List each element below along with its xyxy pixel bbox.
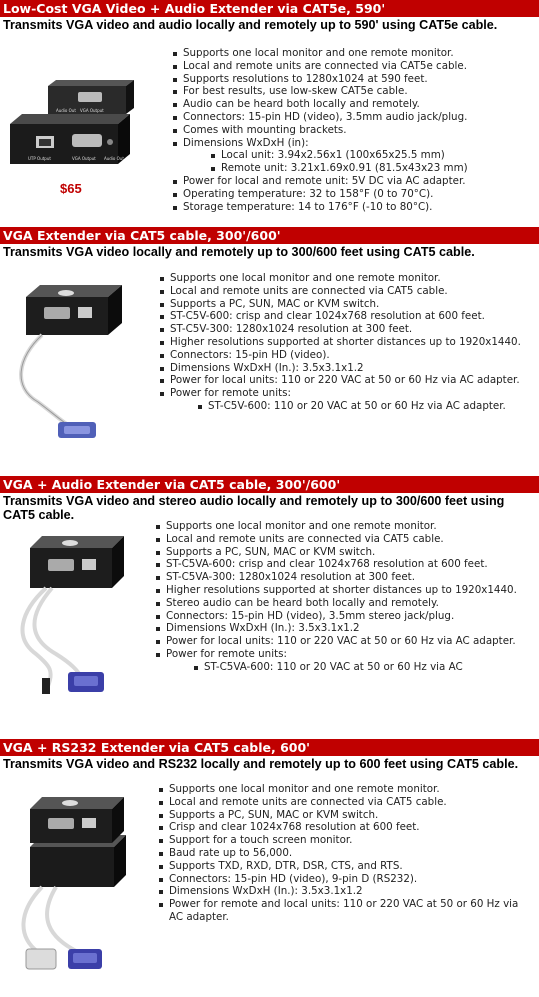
spec-item: Connectors: 15-pin HD (video), 3.5mm audio jack/plug. bbox=[173, 111, 533, 124]
spec-item: Connectors: 15-pin HD (video). bbox=[160, 349, 532, 362]
spec-item: Power for local units: 110 or 220 VAC at 50 or 60 Hz via AC adapter. bbox=[156, 635, 532, 648]
product-title: VGA + Audio Extender via CAT5 cable, 300'/600' bbox=[0, 476, 539, 493]
product-subtitle: Transmits VGA video and RS232 locally and remotely up to 600 feet using CAT5 cable. bbox=[3, 757, 519, 771]
spec-item: Supports one local monitor and one remote monitor. bbox=[173, 47, 533, 60]
spec-item: Power for local units: 110 or 220 VAC at 50 or 60 Hz via AC adapter. bbox=[160, 374, 532, 387]
product-image[interactable] bbox=[8, 526, 136, 696]
spec-item: Supports a PC, SUN, MAC or KVM switch. bbox=[160, 298, 532, 311]
spec-item: Comes with mounting brackets. bbox=[173, 124, 533, 137]
spec-item: Supports TXD, RXD, DTR, DSR, CTS, and RTS. bbox=[159, 860, 533, 873]
spec-item: Local and remote units are connected via CAT5e cable. bbox=[173, 60, 533, 73]
spec-item: Storage temperature: 14 to 176°F (-10 to 80°C). bbox=[173, 201, 533, 214]
product-image[interactable] bbox=[8, 277, 136, 445]
spec-item: Operating temperature: 32 to 158°F (0 to 70°C). bbox=[173, 188, 533, 201]
product-subtitle: Transmits VGA video and audio locally and remotely up to 590' using CAT5e cable. bbox=[3, 18, 498, 32]
spec-list bbox=[173, 47, 533, 213]
spec-item: Dimensions WxDxH (In.): 3.5x3.1x1.2 bbox=[160, 362, 532, 375]
section-fade bbox=[0, 441, 539, 455]
spec-item: Baud rate up to 56,000. bbox=[159, 847, 533, 860]
image-label: VGA Output bbox=[72, 156, 96, 161]
spec-item: Power for remote units: bbox=[156, 648, 532, 661]
image-label: VGA Output bbox=[80, 108, 104, 113]
spec-item: Dimensions WxDxH (in): bbox=[173, 137, 533, 150]
product-section-4 bbox=[0, 739, 539, 923]
spec-item: Supports one local monitor and one remote monitor. bbox=[160, 272, 532, 285]
spec-item: For best results, use low-skew CAT5e cable. bbox=[173, 85, 533, 98]
product-section-1 bbox=[0, 0, 539, 213]
product-subtitle: Transmits VGA video and stereo audio locally and remotely up to 300/600 feet using CAT5 cable. bbox=[3, 494, 505, 522]
product-title: Low-Cost VGA Video + Audio Extender via CAT5e, 590' bbox=[0, 0, 539, 17]
product-subtitle: Transmits VGA video locally and remotely up to 300/600 feet using CAT5 cable. bbox=[3, 245, 475, 259]
spec-list bbox=[160, 272, 532, 413]
image-label: Audio Out bbox=[104, 156, 124, 161]
spec-item: Dimensions WxDxH (In.): 3.5x3.1x1.2 bbox=[156, 622, 532, 635]
spec-item: Supports a PC, SUN, MAC or KVM switch. bbox=[159, 809, 533, 822]
spec-subitem: Remote unit: 3.21x1.69x0.91 (81.5x43x23 mm) bbox=[173, 162, 533, 175]
spec-item: Power for remote and local units: 110 or 220 VAC at 50 or 60 Hz via AC adapter. bbox=[159, 898, 533, 924]
spec-subitem: ST-C5V-600: 110 or 20 VAC at 50 or 60 Hz via AC adapter. bbox=[160, 400, 532, 413]
spec-list bbox=[156, 520, 532, 674]
spec-item: Connectors: 15-pin HD (video), 3.5mm stereo jack/plug. bbox=[156, 610, 532, 623]
image-label: UTP Output bbox=[28, 156, 51, 161]
spec-item: ST-C5VA-300: 1280x1024 resolution at 300 feet. bbox=[156, 571, 532, 584]
product-image[interactable] bbox=[8, 76, 138, 181]
spec-item: Supports resolutions to 1280x1024 at 590 feet. bbox=[173, 73, 533, 86]
spec-item: Audio can be heard both locally and remotely. bbox=[173, 98, 533, 111]
spec-item: Higher resolutions supported at shorter distances up to 1920x1440. bbox=[156, 584, 532, 597]
spec-item: Support for a touch screen monitor. bbox=[159, 834, 533, 847]
spec-item: Local and remote units are connected via CAT5 cable. bbox=[160, 285, 532, 298]
spec-item: ST-C5V-300: 1280x1024 resolution at 300 feet. bbox=[160, 323, 532, 336]
product-section-2 bbox=[0, 227, 539, 412]
spec-item: Power for local and remote unit: 5V DC via AC adapter. bbox=[173, 175, 533, 188]
spec-subitem: ST-C5VA-600: 110 or 20 VAC at 50 or 60 Hz via AC bbox=[156, 661, 532, 674]
spec-item: Stereo audio can be heard both locally and remotely. bbox=[156, 597, 532, 610]
image-label: Audio Out bbox=[56, 108, 76, 113]
spec-item: Power for remote units: bbox=[160, 387, 532, 400]
spec-list bbox=[159, 783, 533, 924]
spec-subitem: Local unit: 3.94x2.56x1 (100x65x25.5 mm) bbox=[173, 149, 533, 162]
price-label: $65 bbox=[60, 181, 82, 196]
spec-item: Local and remote units are connected via CAT5 cable. bbox=[156, 533, 532, 546]
spec-item: Higher resolutions supported at shorter distances up to 1920x1440. bbox=[160, 336, 532, 349]
spec-item: Connectors: 15-pin HD (video), 9-pin D (RS232). bbox=[159, 873, 533, 886]
spec-item: Dimensions WxDxH (In.): 3.5x3.1x1.2 bbox=[159, 885, 533, 898]
spec-item: ST-C5V-600: crisp and clear 1024x768 resolution at 600 feet. bbox=[160, 310, 532, 323]
spec-item: Crisp and clear 1024x768 resolution at 600 feet. bbox=[159, 821, 533, 834]
product-title: VGA + RS232 Extender via CAT5 cable, 600' bbox=[0, 739, 539, 756]
spec-item: Local and remote units are connected via CAT5 cable. bbox=[159, 796, 533, 809]
product-image[interactable] bbox=[8, 787, 136, 987]
product-title: VGA Extender via CAT5 cable, 300'/600' bbox=[0, 227, 539, 244]
spec-item: Supports a PC, SUN, MAC or KVM switch. bbox=[156, 546, 532, 559]
spec-item: Supports one local monitor and one remote monitor. bbox=[159, 783, 533, 796]
spec-item: Supports one local monitor and one remote monitor. bbox=[156, 520, 532, 533]
spec-item: ST-C5VA-600: crisp and clear 1024x768 resolution at 600 feet. bbox=[156, 558, 532, 571]
product-section-3 bbox=[0, 476, 539, 673]
